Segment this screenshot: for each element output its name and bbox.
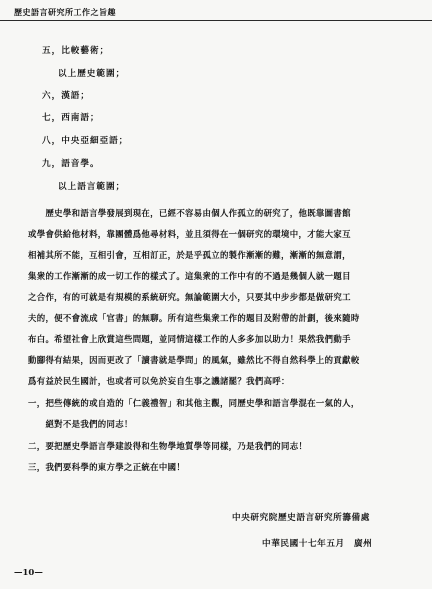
page-number: —10— — [14, 568, 43, 578]
body-line: 相補其所不能，互相引會，互相訂正，於是乎孤立的製作漸漸的難，漸漸的無意謂， — [28, 250, 351, 260]
body-line: 夫的，便不會流成「官書」的無聊。所有這些集衆工作的題目及附帶的計劃，後來隨時 — [28, 313, 360, 323]
running-header: 歷史語言研究所工作之旨趣 — [14, 7, 116, 17]
list-item-southwest-languages: 七，西南語； — [42, 113, 100, 123]
body-line: 爲有益於民生國計，也或者可以免於妄自生事之譏諸罷？我們高呼： — [28, 376, 290, 386]
list-item-phonetics: 九，語音學。 — [42, 159, 100, 169]
body-line: 歷史學和語言學發展到現在，已經不容易由個人作孤立的研究了，他既靠圖書館 — [28, 208, 351, 218]
list-item-history-scope: 以上歷史範圍； — [58, 69, 126, 79]
body-line: 之合作，有的可就是有規模的系統研究。無論範圍大小，只要其中步步都是做研究工 — [28, 292, 351, 302]
list-item-chinese: 六，漢語； — [42, 91, 90, 101]
list-item-comparative-art: 五，比較藝術； — [42, 46, 110, 56]
body-line: 布白。希望社會上欣賞這些問題，並同情這樣工作的人多多加以助力！果然我們動手 — [28, 334, 351, 344]
body-line: 集衆的工作漸漸的成一切工作的樣式了。這集衆的工作中有的不過是幾個人就一題目 — [28, 271, 351, 281]
body-line: 或學會供給他材料，靠團體爲他尋材料，並且須得在一個研究的環境中，才能大家互 — [28, 229, 351, 239]
list-item-language-scope: 以上語言範圍； — [58, 182, 126, 192]
slogan-line-one-cont: 絕對不是我們的同志！ — [28, 419, 133, 429]
body-line: 動腳得有結果，因而更改了「讀書就是學問」的風氣，雖然比不得自然科學上的貢獻較 — [28, 355, 360, 365]
signature-organization: 中央研究院歷史語言研究所籌備處 — [232, 513, 370, 523]
signature-date: 中華民國十七年五月 廣州 — [262, 539, 373, 549]
slogan-line-three: 三，我們要科學的東方學之正統在中國！ — [28, 462, 186, 472]
slogan-line-one: 一，把些傳統的或自造的「仁義禮智」和其他主觀，同歷史學和語言學混在一氣的人， — [28, 398, 360, 408]
header-rule — [0, 20, 432, 21]
slogan-line-two: 二，要把歷史學語言學建設得和生物學地質學等同樣，乃是我們的同志！ — [28, 441, 308, 451]
list-item-central-asian-languages: 八，中央亞細亞語； — [42, 136, 129, 146]
